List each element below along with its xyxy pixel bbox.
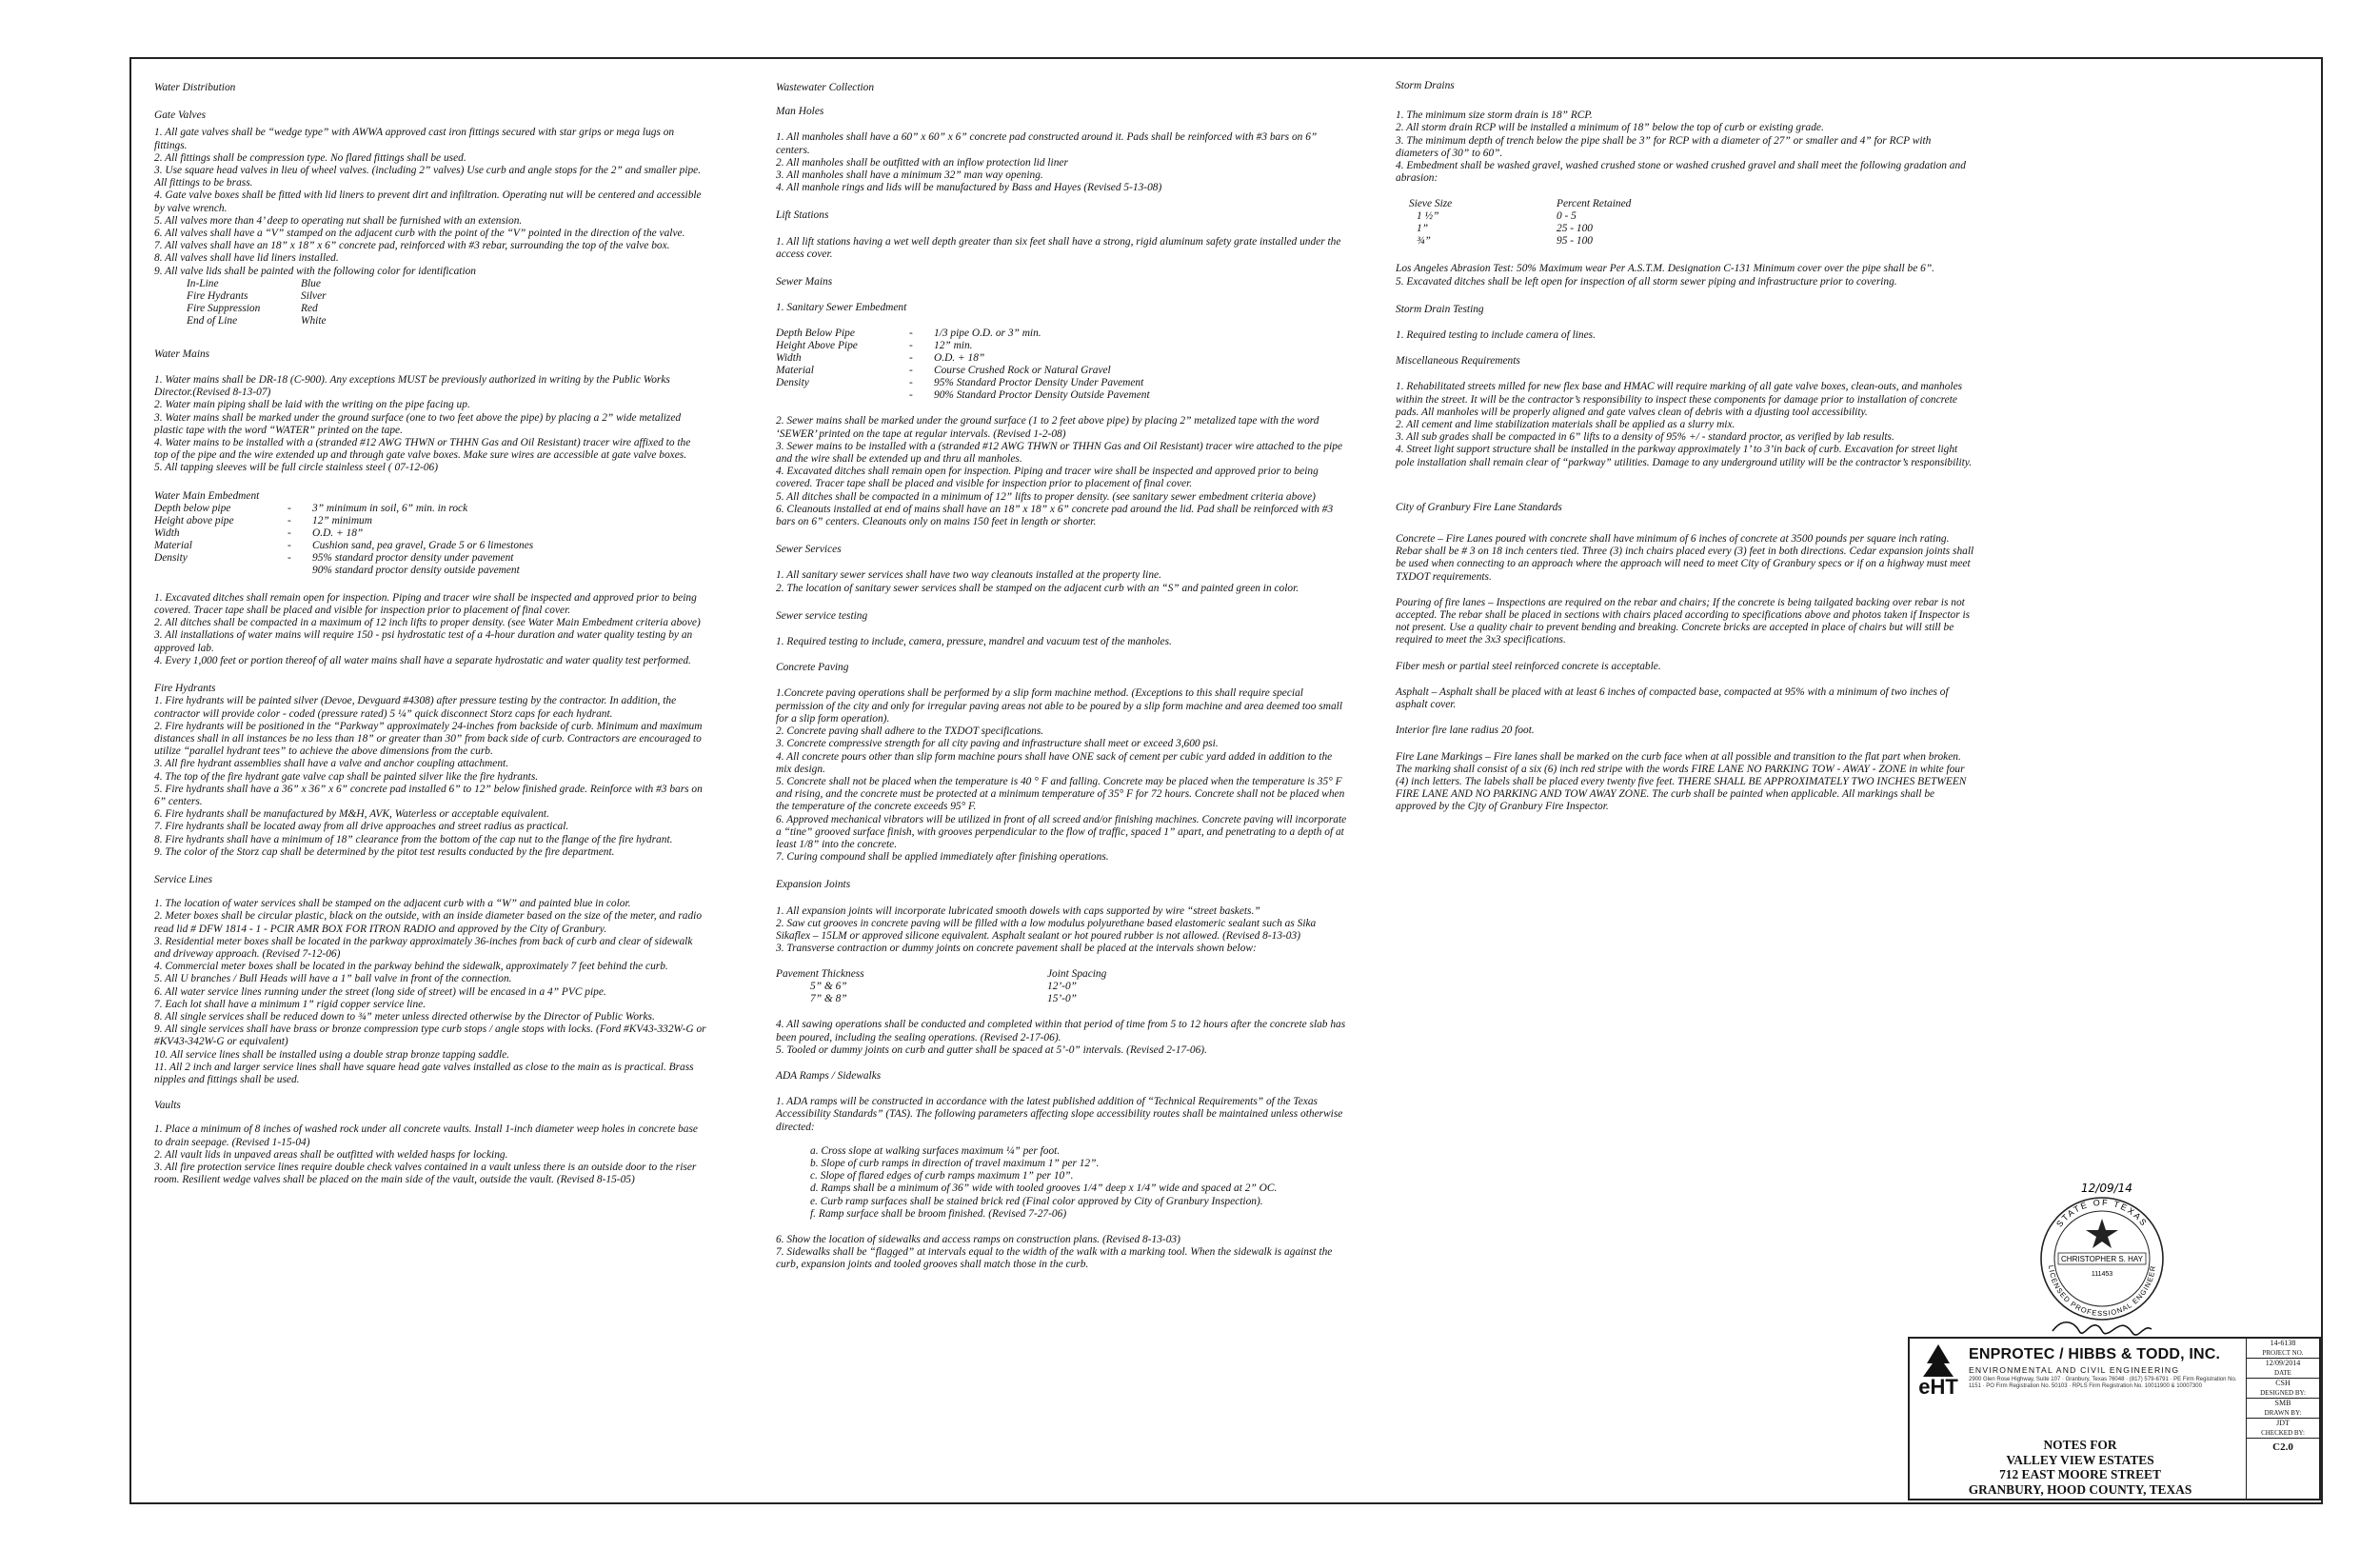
table-cell: End of Line	[187, 314, 238, 327]
sheet-title	[1914, 1438, 2247, 1497]
water-mains-list	[154, 374, 706, 475]
list-item: 3. All fire hydrant assemblies shall have a valve and anchor coupling attachment.	[154, 758, 509, 770]
list-item: Asphalt – Asphalt shall be placed with at least 6 inches of compacted base, compacted at 95% with a minimum of two inches of asphalt cover.	[1396, 686, 1949, 711]
expansion-joints-list-2	[776, 1019, 1347, 1057]
table-row	[187, 315, 336, 328]
checked-initials: JDT	[2276, 1419, 2290, 1427]
vaults-list	[154, 1123, 706, 1186]
list-item: 7. Fire hydrants shall be located away from all drive approaches and street radius as practical.	[154, 821, 569, 833]
list-item: 4. Commercial meter boxes shall be located in the parkway behind the sidewalk, approximately 7 feet behind the curb.	[154, 961, 668, 973]
table-cell: -	[288, 527, 291, 539]
list-item: 9. All valve lids shall be painted with the following color for identification	[154, 265, 477, 277]
service-lines-list	[154, 898, 706, 1086]
list-item: 5. All valves more than 4’ deep to operating nut shall be furnished with an extension.	[154, 214, 523, 227]
percent-cell: 0 - 5	[1557, 210, 1577, 223]
list-item: Concrete – Fire Lanes poured with concrete shall have minimum of 6 inches of concrete at 3500 pounds per square inch rating. Rebar shall be # 3 on 18 inch centers tied. Three (3) inch chairs placed every (3) feet in both directions. Cedar expansion joints shall be used when connecting to an approach where the approach will need to meet City of Granbury specs or if on a highway must meet TXDOT requirements.	[1396, 533, 1974, 583]
project-number-label: PROJECT NO.	[2262, 1349, 2304, 1357]
list-item: 1. Water mains shall be DR-18 (C-900). Any exceptions MUST be previously authorized in writing by the Public Works Director.(Revised 8-13-07)	[154, 374, 670, 399]
date-cell	[2247, 1359, 2319, 1379]
table-cell: 3” minimum in soil, 6” min. in rock	[312, 502, 468, 514]
seal-date: 12/09/14	[2081, 1182, 2132, 1195]
table-cell: 90% Standard Proctor Density Outside Pavement	[934, 389, 1150, 402]
list-item: 3. Transverse contraction or dummy joints on concrete pavement shall be placed at the intervals shown below:	[776, 943, 1257, 955]
list-item: 4. Street light support structure shall be installed in the parkway approximately 1’ to 3’in back of curb. Excavation for street light pole installation shall remain clear of “parkway” utilities. Damage to any underground utility will be the contractor’s responsibility.	[1396, 444, 1973, 468]
expansion-joints-list	[776, 905, 1347, 956]
signature	[2053, 1322, 2152, 1335]
notes-line: NOTES FOR	[2043, 1438, 2117, 1452]
list-item: 5. All U branches / Bull Heads will have a 1” ball valve in front of the connection.	[154, 973, 512, 985]
firm-subtitle: ENVIRONMENTAL AND CIVIL ENGINEERING	[1969, 1365, 2180, 1375]
list-item: d. Ramps shall be a minimum of 36” wide with tooled grooves 1/4” deep x 1/4” wide and spaced at 2” OC.	[810, 1182, 1278, 1195]
list-item: 1. Required testing to include camera of lines.	[1396, 329, 1596, 342]
list-item: 4. The top of the fire hydrant gate valve cap shall be painted silver like the fire hydrants.	[154, 770, 539, 783]
table-cell: Fire Suppression	[187, 302, 261, 314]
table-cell: -	[288, 551, 291, 564]
table-cell: Fire Hydrants	[187, 289, 248, 302]
table-cell: 1/3 pipe O.D. or 3” min.	[934, 328, 1041, 340]
sieve-cell: 1 ½”	[1417, 210, 1439, 223]
manholes-list	[776, 131, 1347, 194]
list-item: 7. Each lot shall have a minimum 1” rigid copper service line.	[154, 998, 426, 1010]
table-cell: -	[909, 389, 913, 402]
project-number: 14-6138	[2270, 1339, 2296, 1347]
table-cell: 95% standard proctor density under pavement	[312, 551, 514, 564]
list-item: 6. Show the location of sidewalks and access ramps on construction plans. (Revised 8-13-03)	[776, 1233, 1180, 1245]
list-item: 3. All sub grades shall be compacted in 6” lifts to a density of 95% +/ - standard proctor, as verified by lab results.	[1396, 431, 1894, 444]
list-item: b. Slope of curb ramps in direction of travel maximum 1” per 12”.	[810, 1157, 1100, 1169]
list-item: 2. All fittings shall be compression type. No flared fittings shall be used.	[154, 151, 466, 164]
list-item: c. Slope of flared edges of curb ramps maximum 1” per 10”.	[810, 1170, 1074, 1182]
storm-testing-heading: Storm Drain Testing	[1396, 303, 1484, 315]
list-item: 6. All water service lines running under the street (long side of street) will be encased in a 4” PVC pipe.	[154, 985, 606, 998]
embedment-heading: Water Main Embedment	[154, 489, 260, 502]
table-cell: In-Line	[187, 277, 219, 289]
list-item: 1. Fire hydrants will be painted silver (Devoe, Devguard #4308) after pressure testing by the contractor. In addition, the contractor will provide color - coded (pressure rated) 5 ¼” quick disconnect Storz caps for each hydrant.	[154, 695, 677, 720]
table-row	[154, 552, 543, 565]
list-item: 4. Water mains to be installed with a (stranded #12 AWG THWN or THHN Gas and Oil Resistant) tracer wire affixed to the top of the pipe and the wire extended up and through gate valve boxes. Make sure wires are accessible at gate valve boxes.	[154, 437, 691, 462]
list-item: 3. Concrete compressive strength for all city paving and infrastructure shall meet or exceed 3,600 psi.	[776, 738, 1219, 750]
table-cell: Course Crushed Rock or Natural Gravel	[934, 365, 1111, 377]
project-address: 712 EAST MOORE STREET	[1999, 1467, 2161, 1481]
list-item: 2. All ditches shall be compacted in a maximum of 12 inch lifts to proper density. (see Water Main Embedment criteria above)	[154, 617, 701, 629]
list-item: 4. All concrete pours other than slip form machine pours shall have ONE sack of cement per cubic yard added in addition to the mix design.	[776, 750, 1333, 775]
table-row	[776, 389, 1160, 402]
list-item: 2. All cement and lime stabilization materials shall be applied as a slurry mix.	[1396, 419, 1735, 431]
spacing-cell: 12’-0”	[1047, 981, 1078, 993]
embedment-list	[154, 592, 706, 667]
firm-name: ENPROTEC / HIBBS & TODD, INC.	[1969, 1346, 2221, 1362]
percent-cell: 25 - 100	[1557, 223, 1593, 235]
table-row	[776, 365, 1160, 377]
service-lines-heading: Service Lines	[154, 873, 213, 885]
list-item: Fire Lane Markings – Fire lanes shall be marked on the curb face when at all possible and transition to the flat part when broken. The marking shall consist of a six (6) inch red stripe with the words FIRE LANE NO PARKING TOW - AWAY - ZONE in white four (4) inch letters. The labels shall be placed every twenty five feet. THERE SHALL BE APPROXIMATELY TWO INCHES BETWEEN FIRE LANE AND NO PARKING AND TOW AWAY ZONE. The curb shall be painted when applicable. All markings shall be approved by the Cjty of Granbury Fire Inspector.	[1396, 750, 1967, 813]
engineer-seal	[2026, 1181, 2178, 1342]
list-item: 9. The color of the Storz cap shall be determined by the pitot test results conducted by the fire department.	[154, 845, 615, 858]
list-item: 1. All gate valves shall be “wedge type” with AWWA approved cast iron fittings secured with star grips or mega lugs on fittings.	[154, 127, 675, 151]
table-cell	[154, 565, 288, 577]
table-cell: 12” minimum	[312, 514, 372, 527]
list-item: 1. The location of water services shall be stamped on the adjacent curb with a “W” and painted blue in color.	[154, 898, 631, 910]
list-item: 2. All manholes shall be outfitted with an inflow protection lid liner	[776, 156, 1068, 169]
manholes-heading: Man Holes	[776, 106, 824, 118]
drawn-label: DRAWN BY:	[2264, 1409, 2302, 1417]
sewer-services-heading: Sewer Services	[776, 544, 842, 556]
table-cell: Density	[776, 377, 809, 389]
list-item: 1. Excavated ditches shall remain open for inspection. Piping and tracer wire shall be inspected and approved prior to being covered. Tracer tape shall be placed and visible for inspection prior to placement of final cover.	[154, 591, 697, 617]
sieve-size-header: Sieve Size	[1409, 198, 1453, 210]
fire-hydrants-list	[154, 695, 706, 859]
list-item: 7. All valves shall have an 18” x 18” x 6” concrete pad, reinforced with #3 rebar, surrounding the top of the valve box.	[154, 240, 670, 252]
seal-license: LICENSED PROFESSIONAL ENGINEER	[2047, 1264, 2157, 1319]
list-item: 2. Water main piping shall be laid with the writing on the pipe facing up.	[154, 399, 470, 411]
table-cell: 12” min.	[934, 340, 973, 352]
vaults-heading: Vaults	[154, 1100, 181, 1112]
table-cell	[288, 565, 312, 577]
checked-label: CHECKED BY:	[2261, 1429, 2305, 1437]
table-cell: Cushion sand, pea gravel, Grade 5 or 6 limestones	[312, 539, 534, 551]
joint-spacing-header: Joint Spacing	[1047, 968, 1107, 981]
table-cell: Depth Below Pipe	[776, 328, 855, 340]
logo-text: eHT	[1918, 1375, 1958, 1396]
table-cell: 90% standard proctor density outside pavement	[312, 564, 520, 576]
list-item: 5. Excavated ditches shall be left open for inspection of all storm sewer piping and infrastructure prior to covering.	[1396, 275, 1897, 288]
lift-stations-heading: Lift Stations	[776, 209, 829, 222]
checked-cell	[2247, 1419, 2319, 1439]
star-icon	[2086, 1219, 2118, 1248]
section-title: Water Distribution	[154, 82, 236, 93]
drawn-cell	[2247, 1399, 2319, 1419]
table-cell: White	[301, 314, 327, 327]
list-item: e. Curb ramp surfaces shall be stained brick red (Final color approved by City of Granbury Inspection).	[810, 1195, 1263, 1207]
list-item: 3. The minimum depth of trench below the pipe shall be 3” for RCP with a diameter of 27” or smaller and 4” for RCP with diameters of 30” to 60”.	[1396, 134, 1932, 159]
table-row	[776, 328, 1160, 340]
list-item: 2. Sewer mains shall be marked under the ground surface (1 to 2 feet above pipe) by placing 2” metalized tape with the word ‘SEWER’ printed on the tape at regular intervals. (Revised 1-2-08)	[776, 415, 1319, 440]
table-cell: -	[288, 502, 291, 514]
list-item: 3. All manholes shall have a minimum 32” man way opening.	[776, 169, 1043, 182]
firm-address: 2900 Glen Rose Highway, Suite 107 · Granbury, Texas 76048 · (817) 579-6791 · PE Firm Registration No. 1151 · PO Firm Registration No. 50103 · RPLS Firm Registration No. 10011900 & 10007300	[1969, 1377, 2237, 1389]
date-label: DATE	[2274, 1369, 2291, 1377]
project-number-cell	[2247, 1339, 2319, 1359]
list-item: 3. Residential meter boxes shall be located in the parkway approximately 36-inches from back of curb and clear of sidewalk and driveway approach. (Revised 7-12-06)	[154, 935, 693, 960]
joint-spacing-table	[776, 968, 1116, 1005]
thickness-cell: 5” & 6”	[810, 981, 847, 993]
table-row	[187, 290, 336, 303]
list-item: 6. Approved mechanical vibrators will be utilized in front of all screed and/or finishing machines. Concrete paving will incorporate a “tine” grooved surface finish, with grooves perpendicular to the flow of traffic, spaced 1” apart, and penetrating to a depth of at least 1/8” into the concrete.	[776, 813, 1347, 850]
seal-engineer-name: CHRISTOPHER S. HAY	[2061, 1255, 2143, 1263]
list-item: 3. Sewer mains to be installed with a (stranded #12 AWG THWN or THHN Gas and Oil Resistant) tracer wire attached to the pipe and the wire shall be extended up and thru all manholes.	[776, 440, 1343, 466]
storm-drains-list	[1396, 109, 1976, 185]
list-item: 3. All installations of water mains will require 150 - psi hydrostatic test of a 4-hour duration and water quality testing by an approved lab.	[154, 629, 693, 654]
ada-heading: ADA Ramps / Sidewalks	[776, 1069, 882, 1082]
storm-testing-list	[1396, 329, 1976, 342]
list-item: 4. Gate valve boxes shall be fitted with lid liners to prevent dirt and infiltration. Operating nut will be centered and accessible by valve wrench.	[154, 189, 702, 214]
list-item: 9. All single services shall have brass or bronze compression type curb stops / angle stops with locks. (Ford #KV43-332W-G or #KV43-342W-G or equivalent)	[154, 1023, 706, 1048]
sieve-cell: 1”	[1417, 223, 1429, 235]
list-item: a. Cross slope at walking surfaces maximum ¼” per foot.	[810, 1144, 1061, 1157]
misc-list	[1396, 381, 1976, 468]
list-item: 8. All valves shall have lid liners installed.	[154, 252, 339, 265]
sieve-table	[1409, 198, 1640, 248]
embedment-table	[154, 503, 543, 577]
list-item: 4. All sawing operations shall be conducted and completed within that period of time from 5 to 12 hours after the concrete slab has been poured, including the sealing operations. (Revised 2-17-06).	[776, 1019, 1346, 1043]
fire-lane-heading: City of Granbury Fire Lane Standards	[1396, 501, 1562, 513]
list-item: 2. The location of sanitary sewer services shall be stamped on the adjacent curb with an “S” and painted green in color.	[776, 582, 1299, 594]
table-cell: O.D. + 18”	[934, 352, 985, 365]
list-item: 1. All expansion joints will incorporate lubricated smooth dowels with caps supported by wire “street baskets.”	[776, 904, 1260, 917]
water-mains-heading: Water Mains	[154, 348, 210, 360]
company-logo-icon	[1912, 1342, 1965, 1396]
list-item: 4. All manhole rings and lids will be manufactured by Bass and Hayes (Revised 5-13-08)	[776, 182, 1162, 194]
list-item: 8. All single services shall be reduced down to ¾” meter unless directed otherwise by the Director of Public Works.	[154, 1010, 655, 1023]
list-item: Los Angeles Abrasion Test: 50% Maximum wear Per A.S.T.M. Designation C-131 Minimum cover over the pipe shall be 6”.	[1396, 263, 1935, 275]
table-cell: -	[909, 340, 913, 352]
list-item: 1. Rehabilitated streets milled for new flex base and HMAC will require marking of all gate valve boxes, clean-outs, and manholes within the street. It will be the contractor’s responsibility to inspect these components for damage prior to installation of concrete pads. All manholes will be properly aligned and gate valves clean of debris with a djusting tool accessibility.	[1396, 381, 1963, 418]
sewer-services-list	[776, 569, 1347, 594]
table-row	[776, 377, 1160, 389]
table-row	[154, 540, 543, 552]
project-name: VALLEY VIEW ESTATES	[2006, 1452, 2154, 1467]
table-cell: -	[288, 514, 291, 527]
expansion-joints-heading: Expansion Joints	[776, 879, 851, 891]
gate-valves-heading: Gate Valves	[154, 109, 207, 122]
list-item: 6. All valves shall have a “V” stamped on the adjacent curb with the point of the “V” pointed in the direction of the valve.	[154, 228, 685, 240]
list-item: 1. All sanitary sewer services shall have two way cleanouts installed at the property line.	[776, 569, 1161, 582]
list-item: 5. Fire hydrants shall have a 36” x 36” x 6” concrete pad installed 6” to 12” below finished grade. Reinforce with #3 bars on 6” centers.	[154, 783, 703, 807]
list-item: 5. All tapping sleeves will be full circle stainless steel ( 07-12-06)	[154, 462, 439, 474]
list-item: Pouring of fire lanes – Inspections are required on the rebar and chairs; If the concrete is being tailgated backing over rebar is not accepted. The rebar shall be placed in sections with chairs placed according to specifications above and photos taken if Inspector is not present. Use a quality chair to prevent bending and breaking. Concrete bricks are accepted in place of chairs but will still be required to meet the 3x3 specifications.	[1396, 596, 1971, 646]
table-cell: 95% Standard Proctor Density Under Pavement	[934, 377, 1144, 389]
valve-color-table	[187, 278, 336, 328]
ada-list	[776, 1096, 1347, 1134]
list-item: 5. All ditches shall be compacted in a minimum of 12” lifts to proper density. (see sanitary sewer embedment criteria above)	[776, 490, 1316, 503]
list-item: 4. Embedment shall be washed gravel, washed crushed stone or washed crushed gravel and shall meet the following gradation and abrasion:	[1396, 160, 1966, 185]
table-cell	[776, 389, 909, 402]
table-cell: Material	[154, 539, 192, 551]
table-cell: -	[909, 328, 913, 340]
list-item: 1. Required testing to include, camera, pressure, mandrel and vacuum test of the manholes.	[776, 636, 1172, 648]
column-wastewater	[776, 82, 1347, 1272]
list-item: 3. Use square head valves in lieu of wheel valves. (including 2” valves) Use curb and angle stops for the 2” and smaller pipe. All fittings to be brass.	[154, 165, 702, 189]
storm-drains-list-2	[1396, 263, 1976, 288]
sewer-embedment-table	[776, 328, 1160, 402]
list-item: 1. ADA ramps will be constructed in accordance with the latest published addition of “Technical Requirements” of the Texas Accessibility Standards” (TAS). The following parameters affecting slope accessibility routes shall be maintained unless otherwise directed:	[776, 1096, 1343, 1133]
column-water-distribution	[154, 82, 706, 1186]
ada-sub-list	[776, 1145, 1347, 1221]
drawn-initials: SMB	[2274, 1399, 2291, 1407]
storm-drains-heading: Storm Drains	[1396, 80, 1455, 91]
sheet-date: 12/09/2014	[2265, 1359, 2301, 1367]
table-cell: Material	[776, 365, 814, 377]
table-cell: -	[288, 539, 291, 551]
table-row	[154, 565, 543, 577]
title-block	[1908, 1337, 2321, 1500]
table-cell: Blue	[301, 277, 321, 289]
section-title: Wastewater Collection	[776, 82, 875, 93]
table-row	[154, 503, 543, 515]
table-row	[776, 352, 1160, 365]
list-item: 2. Meter boxes shall be circular plastic, black on the outside, with an inside diameter based on the size of the meter, and radio read lid # DFW 1814 - 1 - PCIR AMR BOX FOR ITRON RADIO and approved by the City of Granbury.	[154, 910, 703, 935]
list-item: 5. Concrete shall not be placed when the temperature is 40 ° F and falling. Concrete may be placed when the temperature is 35° F and rising, and the concrete must be protected at a minimum temperature of 35° F for 72 hours. Concrete shall not be placed when the temperature of the concrete exceeds 95° F.	[776, 775, 1345, 813]
list-item: f. Ramp surface shall be broom finished. (Revised 7-27-06)	[810, 1207, 1067, 1220]
list-item: 7. Curing compound shall be applied immediately after finishing operations.	[776, 851, 1109, 864]
table-cell: Width	[776, 352, 802, 365]
table-cell: Height Above Pipe	[776, 340, 858, 352]
table-cell: Silver	[301, 289, 327, 302]
list-item: 1. All lift stations having a wet well depth greater than six feet shall have a strong, rigid aluminum safety grate installed under the access cover.	[776, 235, 1341, 260]
table-cell: -	[909, 377, 913, 389]
list-item: 10. All service lines shall be installed using a double strap bronze tapping saddle.	[154, 1048, 510, 1061]
pavement-thickness-header: Pavement Thickness	[776, 968, 864, 981]
list-item: 2. Fire hydrants will be positioned in the “Parkway” approximately 24-inches from backside of curb. Minimum and maximum distances shall in all instances be no less than 18” or greater than 30” from back side of curb. Contractors are encouraged to utilize “parallel hydrant tees” to achieve the above dimensions from the curb.	[154, 720, 703, 758]
fire-hydrants-heading: Fire Hydrants	[154, 683, 216, 695]
table-row	[154, 527, 543, 540]
concrete-paving-list	[776, 687, 1347, 864]
lift-stations-list	[776, 236, 1347, 261]
spacing-cell: 15’-0”	[1047, 993, 1078, 1005]
table-row	[776, 340, 1160, 352]
sieve-cell: ¾”	[1417, 235, 1431, 248]
list-item: 4. Every 1,000 feet or portion thereof of all water mains shall have a separate hydrostatic and water quality test performed.	[154, 654, 691, 666]
table-row	[154, 515, 543, 527]
list-item: 3. Water mains shall be marked under the ground surface (one to two feet above the pipe) by placing a 2” wide metalized plastic tape with the word “WATER” printed on the tape.	[154, 411, 682, 436]
concrete-paving-heading: Concrete Paving	[776, 662, 849, 674]
seal-number: 111453	[2091, 1271, 2113, 1278]
list-item: Fiber mesh or partial steel reinforced concrete is acceptable.	[1396, 660, 1661, 672]
sewer-embedment-subheading: 1. Sanitary Sewer Embedment	[776, 302, 907, 314]
list-item: 11. All 2 inch and larger service lines shall have square head gate valves installed as close to the main as is practical. Brass nipples and fittings shall be used.	[154, 1061, 694, 1085]
list-item: 4. Excavated ditches shall remain open for inspection. Piping and tracer wire shall be inspected and approved prior to being covered. Tracer tape shall be placed and visible for inspection prior to placement of final cover.	[776, 466, 1319, 490]
designer-initials: CSH	[2275, 1379, 2291, 1387]
designed-cell	[2247, 1379, 2319, 1399]
table-cell: Height above pipe	[154, 514, 234, 527]
thickness-cell: 7” & 8”	[810, 993, 847, 1005]
table-cell: -	[909, 352, 913, 365]
list-item: 6. Cleanouts installed at end of mains shall have an 18” x 18” x 6” concrete pad around the lid. Pad shall be reinforced with #3 bars on 6” centers. Cleanouts only on mains 150 feet in length or shorter.	[776, 503, 1334, 528]
list-item: 8. Fire hydrants shall have a minimum of 18” clearance from the bottom of the cap nut to the flange of the fire hydrant.	[154, 833, 673, 845]
percent-cell: 95 - 100	[1557, 235, 1593, 248]
sheet-number: C2.0	[2272, 1441, 2293, 1453]
sewer-testing-heading: Sewer service testing	[776, 609, 868, 622]
seal-state: STATE OF TEXAS	[2054, 1197, 2150, 1229]
column-storm-drains	[1396, 80, 1976, 814]
table-cell: Depth below pipe	[154, 502, 231, 514]
table-row	[187, 278, 336, 290]
sewer-mains-heading: Sewer Mains	[776, 276, 833, 288]
fire-lane-paragraphs	[1396, 533, 1976, 813]
list-item: 5. Tooled or dummy joints on curb and gutter shall be spaced at 5’-0” intervals. (Revised 2-17-06).	[776, 1043, 1207, 1056]
list-item: 1. Place a minimum of 8 inches of washed rock under all concrete vaults. Install 1-inch diameter weep holes in concrete base to drain seepage. (Revised 1-15-04)	[154, 1123, 698, 1148]
list-item: 2. Concrete paving shall adhere to the TXDOT specifications.	[776, 725, 1044, 738]
list-item: 2. Saw cut grooves in concrete paving will be filled with a low modulus polyurethane based elastomeric sealant such as Sika Sikaflex – 15LM or approved silicone equivalent. Asphalt sealant or hot poured rubber is not allowed. (Revised 8-13-03)	[776, 917, 1317, 942]
list-item: Interior fire lane radius 20 foot.	[1396, 725, 1535, 737]
list-item: 1. All manholes shall have a 60” x 60” x 6” concrete pad constructed around it. Pads shall be reinforced with #3 bars on 6” centers.	[776, 131, 1318, 156]
table-row	[187, 303, 336, 315]
table-cell: Width	[154, 527, 180, 539]
percent-retained-header: Percent Retained	[1557, 198, 1632, 210]
table-cell: O.D. + 18”	[312, 527, 364, 539]
ada-list-2	[776, 1234, 1347, 1272]
gate-valves-list	[154, 127, 706, 277]
misc-heading: Miscellaneous Requirements	[1396, 355, 1520, 368]
sewer-testing-list	[776, 636, 1347, 648]
list-item: 2. All storm drain RCP will be installed a minimum of 18” below the top of curb or existing grade.	[1396, 122, 1824, 134]
project-location: GRANBURY, HOOD COUNTY, TEXAS	[1968, 1481, 2192, 1497]
table-cell: -	[909, 365, 913, 377]
list-item: 1.Concrete paving operations shall be performed by a slip form machine method. (Exceptions to this shall require special permission of the city and only for irregular paving areas not able to be poured by a slip form machine and area deemed too small for a slip form operation).	[776, 687, 1342, 725]
list-item: 7. Sidewalks shall be “flagged” at intervals equal to the width of the walk with a marking tool. When the sidewalk is against the curb, expansion joints and tooled grooves shall match those in the curb.	[776, 1246, 1333, 1271]
list-item: 2. All vault lids in unpaved areas shall be outfitted with welded hasps for locking.	[154, 1148, 508, 1161]
designed-label: DESIGNED BY:	[2260, 1389, 2306, 1397]
table-cell: Density	[154, 551, 188, 564]
list-item: 6. Fire hydrants shall be manufactured by M&H, AVK, Waterless or acceptable equivalent.	[154, 808, 549, 821]
list-item: 1. The minimum size storm drain is 18” RCP.	[1396, 109, 1593, 122]
table-cell: Red	[301, 302, 318, 314]
title-block-info	[2246, 1339, 2319, 1499]
sewer-mains-list	[776, 415, 1347, 528]
list-item: 3. All fire protection service lines require double check valves contained in a vault unless there is an outside door to the riser room. Resilient wedge valves shall be placed on the main side of the vault, outside the vault. (Revised 8-15-05)	[154, 1162, 697, 1186]
